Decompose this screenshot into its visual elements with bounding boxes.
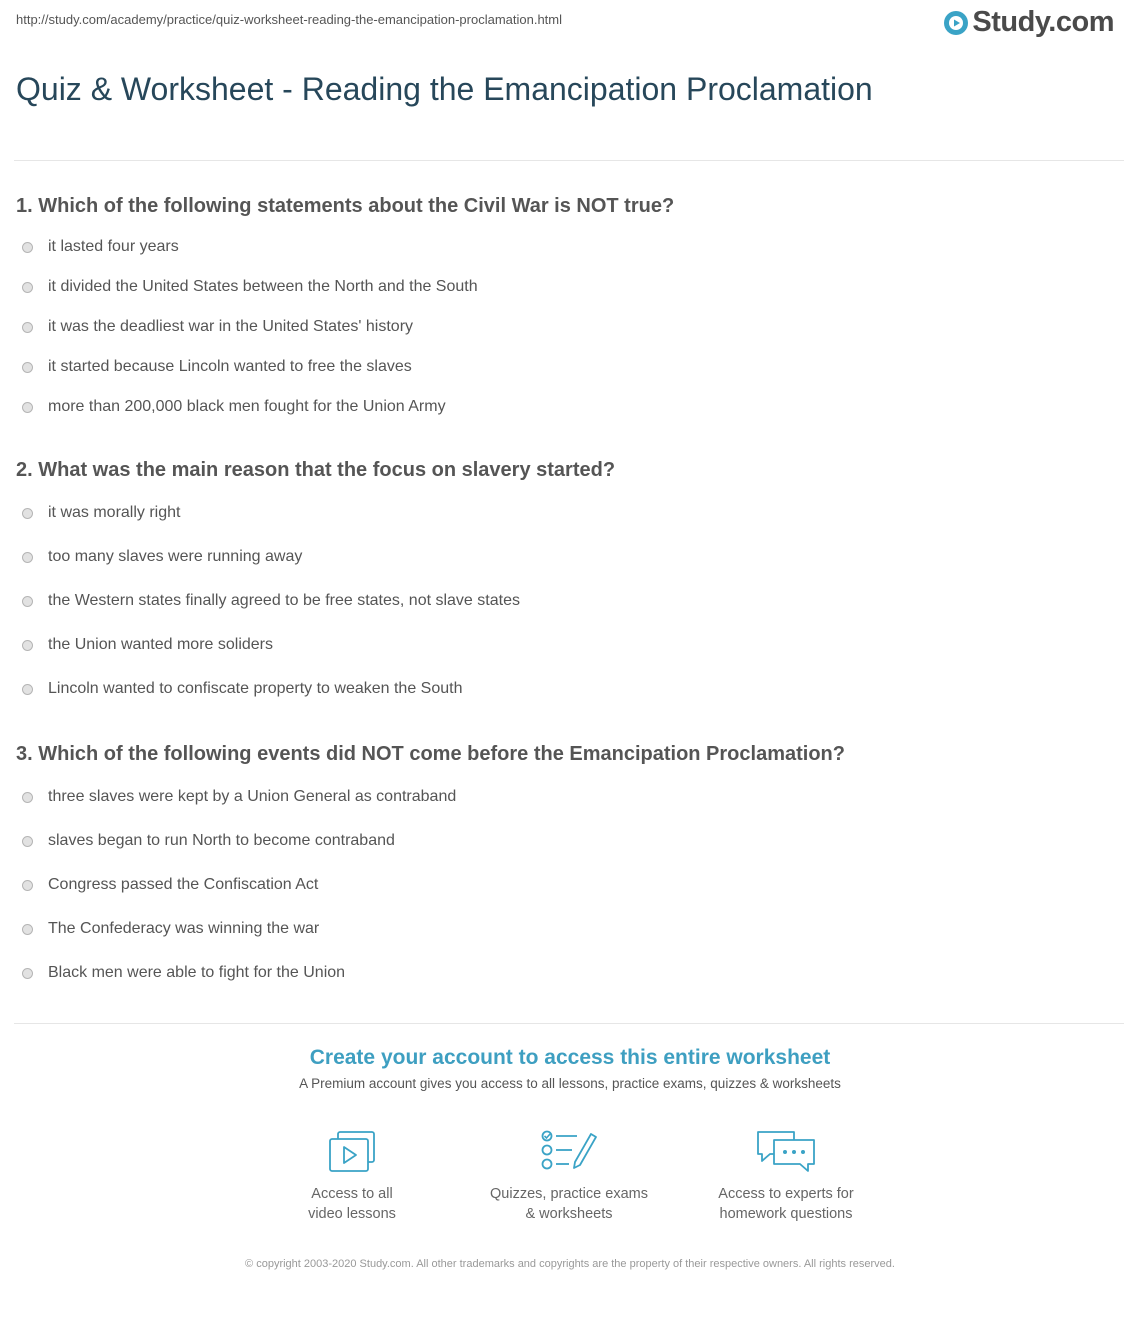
answer-text: it divided the United States between the North and the South: [48, 278, 478, 295]
radio-icon[interactable]: [22, 792, 33, 803]
question-text: 2. What was the main reason that the focus on slavery started?: [16, 459, 616, 481]
answer-option[interactable]: [22, 863, 456, 907]
radio-icon[interactable]: [22, 596, 33, 607]
logo-text: Study.com: [972, 6, 1114, 38]
answer-text: too many slaves were running away: [48, 548, 303, 565]
feature-video-lessons: [242, 1128, 462, 1224]
feature-label: Access to experts for homework questions: [718, 1186, 854, 1222]
answer-option[interactable]: [22, 819, 456, 863]
study-logo[interactable]: [943, 6, 1114, 39]
divider: [14, 160, 1124, 161]
video-lessons-icon: [326, 1128, 378, 1174]
radio-icon[interactable]: [22, 242, 33, 253]
radio-icon[interactable]: [22, 836, 33, 847]
radio-icon[interactable]: [22, 968, 33, 979]
answer-text: it was morally right: [48, 504, 181, 521]
feature-quizzes: [459, 1128, 679, 1224]
radio-icon[interactable]: [22, 880, 33, 891]
answer-option[interactable]: [22, 775, 456, 819]
answer-list: [22, 775, 456, 995]
answer-option[interactable]: [22, 347, 478, 387]
answer-text: the Western states finally agreed to be free states, not slave states: [48, 592, 520, 609]
quiz-checklist-icon: [539, 1128, 599, 1174]
answer-option[interactable]: [22, 267, 478, 307]
answer-option[interactable]: [22, 907, 456, 951]
radio-icon[interactable]: [22, 684, 33, 695]
answer-list: [22, 227, 478, 427]
answer-option[interactable]: [22, 951, 456, 995]
radio-icon[interactable]: [22, 322, 33, 333]
answer-option[interactable]: [22, 227, 478, 267]
answer-option[interactable]: [22, 491, 520, 535]
question-text: 3. Which of the following events did NOT come before the Emancipation Proclamation?: [16, 743, 845, 765]
divider: [14, 1023, 1124, 1024]
page-url: http://study.com/academy/practice/quiz-worksheet-reading-the-emancipation-proclamation.html: [16, 12, 563, 27]
question-text: 1. Which of the following statements about the Civil War is NOT true?: [16, 195, 675, 217]
answer-option[interactable]: [22, 307, 478, 347]
radio-icon[interactable]: [22, 362, 33, 373]
answer-text: Lincoln wanted to confiscate property to weaken the South: [48, 680, 463, 697]
answer-text: it was the deadliest war in the United States' history: [48, 318, 414, 335]
chat-bubbles-icon: [754, 1128, 818, 1174]
play-circle-icon: [943, 10, 969, 36]
answer-option[interactable]: [22, 667, 520, 711]
radio-icon[interactable]: [22, 508, 33, 519]
answer-option[interactable]: [22, 579, 520, 623]
feature-experts: [676, 1128, 896, 1224]
answer-option[interactable]: [22, 623, 520, 667]
answer-text: it started because Lincoln wanted to free the slaves: [48, 358, 412, 375]
page-title: Quiz & Worksheet - Reading the Emancipation Proclamation: [16, 71, 873, 107]
radio-icon[interactable]: [22, 640, 33, 651]
promo-subtitle: A Premium account gives you access to all lessons, practice exams, quizzes & worksheets: [299, 1076, 841, 1091]
radio-icon[interactable]: [22, 282, 33, 293]
answer-option[interactable]: [22, 387, 478, 427]
answer-list: [22, 491, 520, 711]
copyright-notice: © copyright 2003-2020 Study.com. All other trademarks and copyrights are the property of their respective owners. All rights reserved.: [245, 1258, 895, 1270]
premium-promo: [0, 1046, 1140, 1091]
answer-text: the Union wanted more soliders: [48, 636, 274, 653]
answer-option[interactable]: [22, 535, 520, 579]
feature-label: Access to all video lessons: [308, 1186, 396, 1222]
radio-icon[interactable]: [22, 924, 33, 935]
answer-text: Congress passed the Confiscation Act: [48, 876, 319, 893]
answer-text: The Confederacy was winning the war: [48, 920, 320, 937]
radio-icon[interactable]: [22, 552, 33, 563]
feature-label: Quizzes, practice exams & worksheets: [490, 1186, 648, 1222]
answer-text: three slaves were kept by a Union General as contraband: [48, 788, 457, 805]
answer-text: more than 200,000 black men fought for the Union Army: [48, 398, 446, 415]
radio-icon[interactable]: [22, 402, 33, 413]
promo-title-link[interactable]: Create your account to access this entire worksheet: [309, 1046, 831, 1069]
answer-text: it lasted four years: [48, 238, 179, 255]
answer-text: Black men were able to fight for the Union: [48, 964, 346, 981]
answer-text: slaves began to run North to become contraband: [48, 832, 395, 849]
